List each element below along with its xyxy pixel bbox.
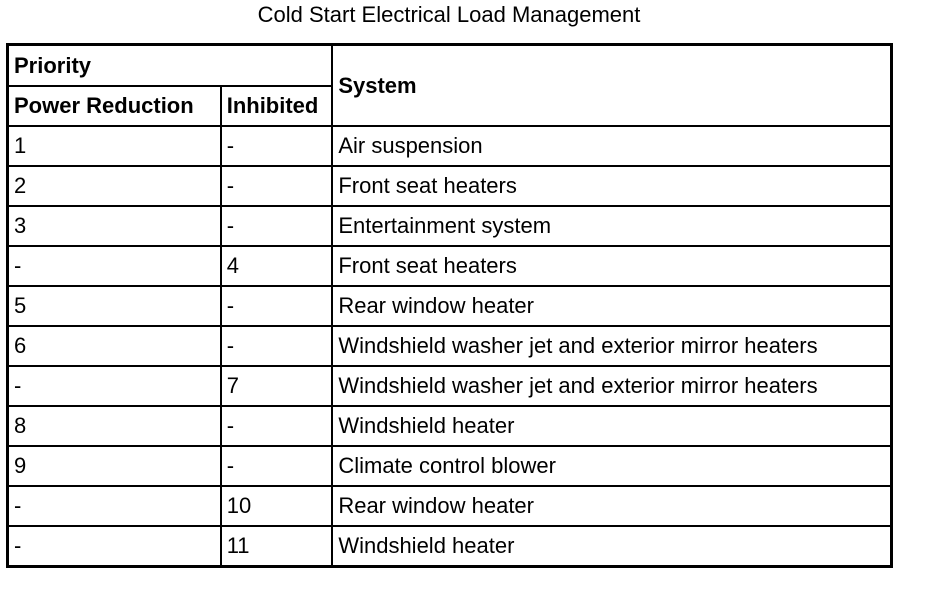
- table-row: [8, 526, 892, 567]
- power-reduction-cell: 5: [8, 286, 221, 326]
- inhibited-cell: -: [221, 286, 333, 326]
- table-row: [8, 366, 892, 406]
- power-reduction-header: Power Reduction: [8, 86, 221, 126]
- priority-header: Priority: [8, 45, 333, 87]
- inhibited-cell: -: [221, 446, 333, 486]
- table-row: [8, 286, 892, 326]
- inhibited-cell: 11: [221, 526, 333, 567]
- system-cell: Windshield heater: [332, 406, 891, 446]
- system-cell: Windshield washer jet and exterior mirror heaters: [332, 326, 891, 366]
- power-reduction-cell: -: [8, 526, 221, 567]
- document-title: Cold Start Electrical Load Management: [257, 2, 641, 27]
- table-row: [8, 486, 892, 526]
- power-reduction-cell: 3: [8, 206, 221, 246]
- power-reduction-cell: 8: [8, 406, 221, 446]
- inhibited-cell: -: [221, 206, 333, 246]
- table-row: [8, 406, 892, 446]
- power-reduction-cell: -: [8, 366, 221, 406]
- table-row: [8, 166, 892, 206]
- system-cell: Front seat heaters: [332, 246, 891, 286]
- system-cell: Rear window heater: [332, 486, 891, 526]
- inhibited-cell: 7: [221, 366, 333, 406]
- table-row: [8, 246, 892, 286]
- load-management-table: [6, 43, 893, 568]
- power-reduction-cell: 9: [8, 446, 221, 486]
- system-cell: Air suspension: [332, 126, 891, 166]
- system-cell: Rear window heater: [332, 286, 891, 326]
- table-row: [8, 206, 892, 246]
- system-cell: Front seat heaters: [332, 166, 891, 206]
- power-reduction-cell: 6: [8, 326, 221, 366]
- power-reduction-cell: 2: [8, 166, 221, 206]
- system-header: System: [332, 45, 891, 127]
- table-row: [8, 126, 892, 166]
- power-reduction-cell: -: [8, 246, 221, 286]
- inhibited-cell: -: [221, 326, 333, 366]
- system-cell: Climate control blower: [332, 446, 891, 486]
- inhibited-cell: -: [221, 406, 333, 446]
- inhibited-cell: -: [221, 126, 333, 166]
- system-cell: Windshield heater: [332, 526, 891, 567]
- inhibited-cell: 4: [221, 246, 333, 286]
- inhibited-cell: -: [221, 166, 333, 206]
- header-row-top: [8, 45, 892, 87]
- table-header: [8, 45, 892, 127]
- system-cell: Entertainment system: [332, 206, 891, 246]
- inhibited-header: Inhibited: [221, 86, 333, 126]
- table-row: [8, 326, 892, 366]
- table-row: [8, 446, 892, 486]
- table-body: [8, 126, 892, 567]
- power-reduction-cell: -: [8, 486, 221, 526]
- power-reduction-cell: 1: [8, 126, 221, 166]
- system-cell: Windshield washer jet and exterior mirror heaters: [332, 366, 891, 406]
- inhibited-cell: 10: [221, 486, 333, 526]
